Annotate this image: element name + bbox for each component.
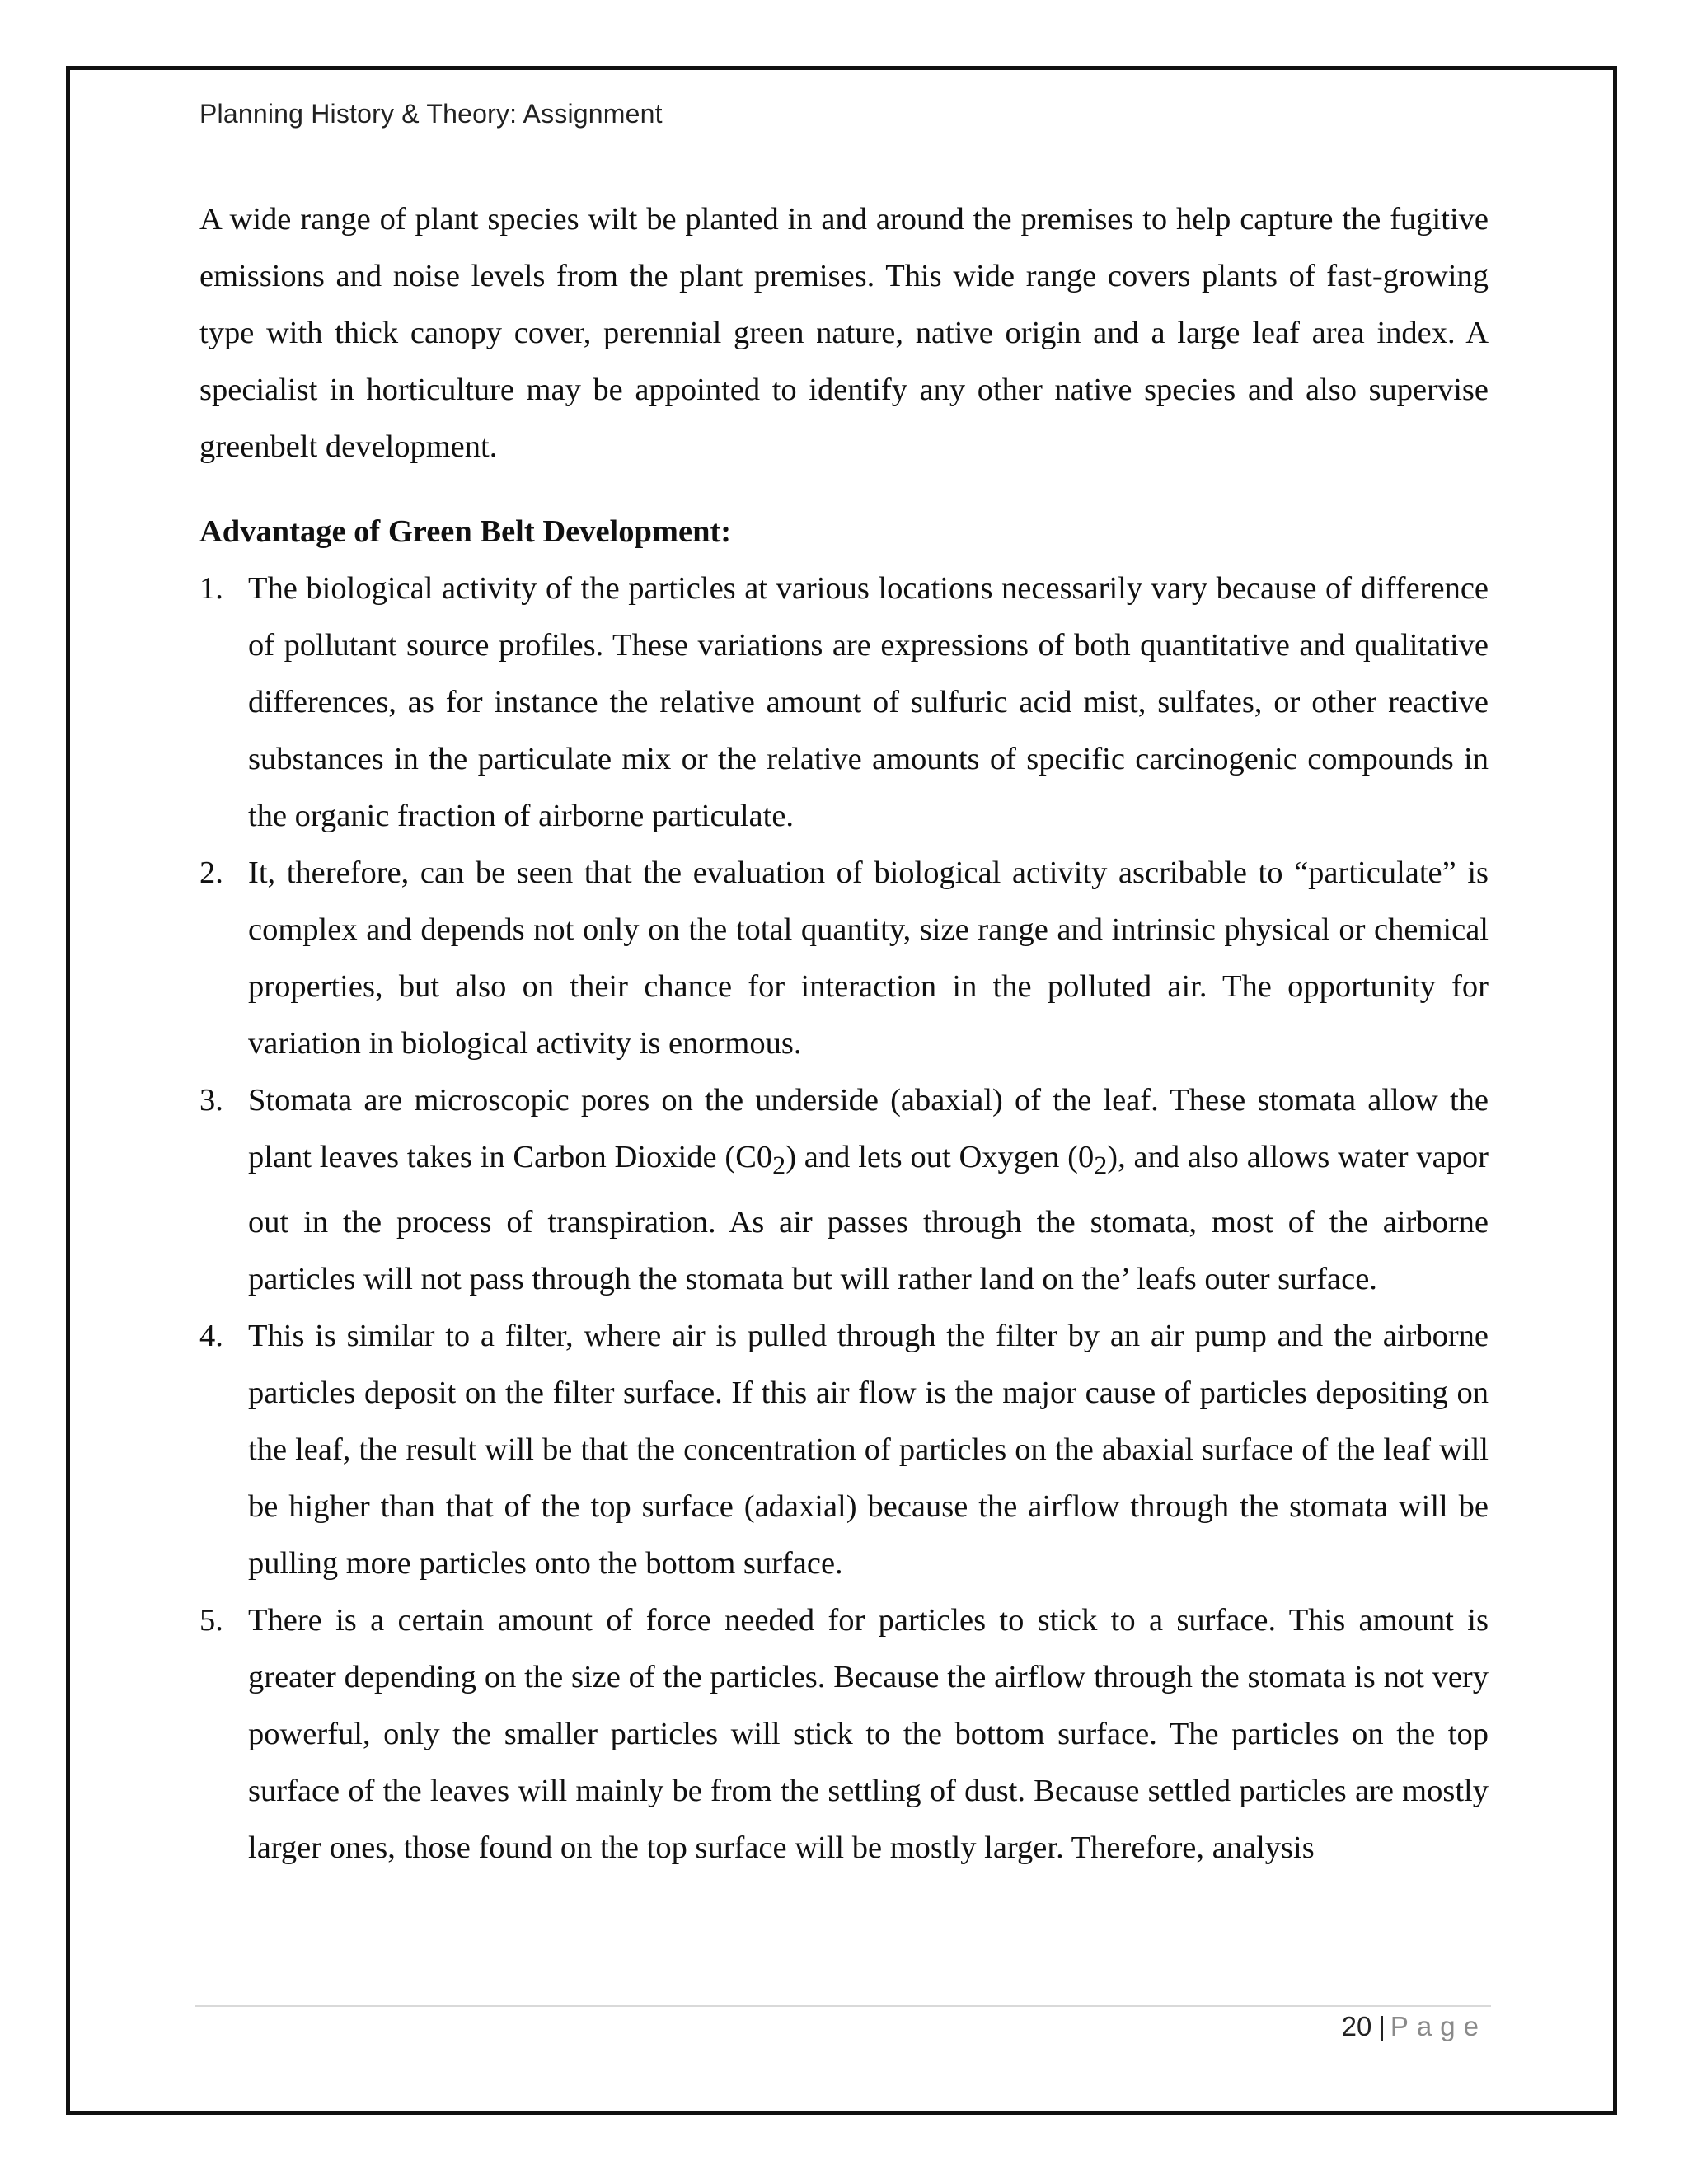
section-heading: Advantage of Green Belt Development:	[199, 514, 732, 549]
footer-separator: |	[1378, 2011, 1386, 2041]
list-item-number: 5.	[199, 1602, 223, 1638]
list-item	[199, 845, 1489, 1072]
list-item-text: There is a certain amount of force needed for particles to stick to a surface. This amount is greater depending on the size of the particles. Because the airflow through the stomata is not very powerful, only the smaller particles will stick to the bottom surface. The particles on the top surface of the leaves will mainly be from the settling of dust. Because settled particles are mostly larger ones, those found on the top surface will be mostly larger. Therefore, analysis	[248, 1602, 1489, 1865]
list-item-number: 4.	[199, 1318, 223, 1353]
list-item	[199, 560, 1489, 845]
list-item-number: 3.	[199, 1083, 223, 1118]
page-label: Page	[1390, 2011, 1487, 2041]
page-number: 20	[1341, 2011, 1372, 2041]
running-header: Planning History & Theory: Assignment	[199, 99, 663, 129]
list-item-text: This is similar to a filter, where air is pulled through the filter by an air pump and the airborne particles deposit on the filter surface. If this air flow is the major cause of particles depositing on the leaf, the result will be that the concentration of particles on the abaxial surface of the leaf will be higher than that of the top surface (adaxial) because the airflow through the stomata will be pulling more particles onto the bottom surface.	[248, 1318, 1489, 1581]
advantages-list	[199, 560, 1489, 1877]
list-item-number: 1.	[199, 571, 223, 606]
list-item-number: 2.	[199, 855, 223, 890]
text-segment: Stomata are microscopic pores on the underside (abaxial) of the leaf. These stomata allow the plant leaves takes in Carbon Dioxide (C0	[248, 1083, 1489, 1174]
list-item	[199, 1308, 1489, 1592]
list-item	[199, 1592, 1489, 1877]
list-item-text	[248, 1083, 1489, 1296]
co2-subscript: 2	[772, 1150, 786, 1180]
list-item-text: It, therefore, can be seen that the evaluation of biological activity ascribable to “particulate” is complex and depends not only on the total quantity, size range and intrinsic physical or chemical properties, but also on their chance for interaction in the polluted air. The opportunity for variation in biological activity is enormous.	[248, 855, 1489, 1061]
page-footer	[1342, 2011, 1487, 2042]
text-segment: ), and also allows water vapor out in the process of transpiration. As air passes through the stomata, most of the airborne particles will not pass through the stomata but will rather land on the’ leafs outer surface.	[248, 1140, 1489, 1296]
intro-paragraph: A wide range of plant species wilt be planted in and around the premises to help capture the fugitive emissions and noise levels from the plant premises. This wide range covers plants of fast-growing type with thick canopy cover, perennial green nature, native origin and a large leaf area index. A specialist in horticulture may be appointed to identify any other native species and also supervise greenbelt development.	[199, 202, 1489, 464]
text-segment: ) and lets out Oxygen (0	[785, 1140, 1095, 1174]
list-item	[199, 1072, 1489, 1308]
footer-divider	[195, 2005, 1491, 2007]
document-body	[199, 191, 1489, 1877]
list-item-text: The biological activity of the particles at various locations necessarily vary because of difference of pollutant source profiles. These variations are expressions of both quantitative and qualitative differences, as for instance the relative amount of sulfuric acid mist, sulfates, or other reactive substances in the particulate mix or the relative amounts of specific carcinogenic compounds in the organic fraction of airborne particulate.	[248, 571, 1489, 833]
o2-subscript: 2	[1094, 1150, 1108, 1180]
